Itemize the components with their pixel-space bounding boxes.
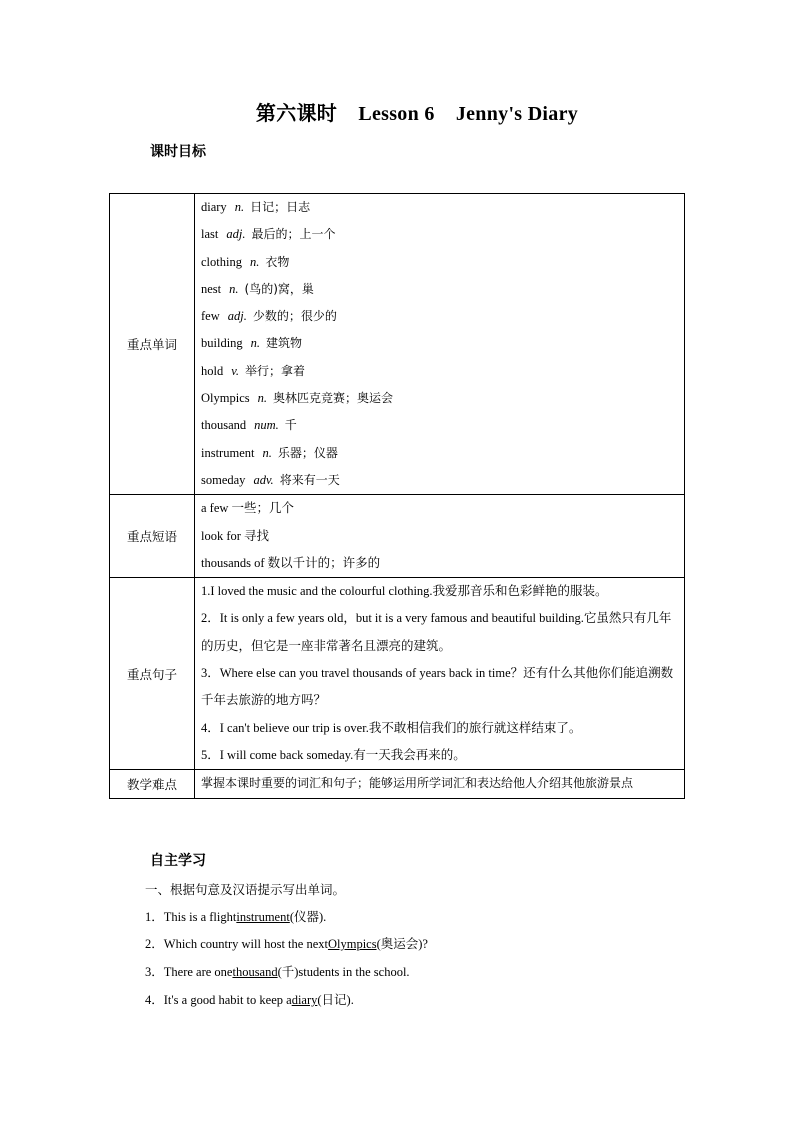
exercise-text: Which country will host the next <box>163 937 328 951</box>
vocab-item <box>201 303 678 330</box>
vocab-meaning: 举行；拿着 <box>244 363 305 378</box>
vocab-item <box>201 194 678 221</box>
exercise-number: 2． <box>145 937 164 951</box>
sentence-item: 4．I can't believe our trip is over.我不敢相信我们的旅行就这样结束了。 <box>201 720 582 735</box>
exercise-answer: Olympics <box>327 937 377 951</box>
vocab-word: last <box>201 227 219 242</box>
difficulty-row <box>110 770 685 798</box>
objectives-table <box>109 193 685 799</box>
vocab-meaning: 千 <box>284 418 297 433</box>
vocab-item <box>201 385 678 412</box>
vocab-meaning: 奥林匹克竞赛；奥运会 <box>272 391 393 406</box>
vocab-word: hold <box>201 363 224 378</box>
vocab-item <box>201 412 678 439</box>
vocab-item <box>201 249 678 276</box>
vocab-item <box>201 221 678 248</box>
exercise-item <box>145 934 428 952</box>
exercise-hint: (奥运会)? <box>376 937 428 951</box>
exercise-item <box>145 962 410 980</box>
difficulty-label: 教学难点 <box>110 770 195 798</box>
sentences-row <box>110 578 685 770</box>
vocab-item <box>201 276 678 303</box>
sentences-list <box>195 578 685 770</box>
exercise-hint: (日记). <box>317 993 354 1007</box>
vocab-meaning: 日记；日志 <box>250 200 311 214</box>
sentence-item: 1.I loved the music and the colourful clothing.我爱那音乐和色彩鲜艳的服装。 <box>201 584 608 599</box>
page-title <box>0 97 794 126</box>
exercise-text: It's a good habit to keep a <box>163 993 292 1007</box>
sentences-label: 重点句子 <box>110 578 195 770</box>
exercise-number: 4． <box>145 993 164 1007</box>
phrase-item: a few 一些；几个 <box>201 501 295 516</box>
vocab-item <box>201 440 678 467</box>
phrases-row <box>110 495 685 578</box>
vocab-meaning: 少数的；很少的 <box>252 309 337 324</box>
title-name: Jenny's Diary <box>455 103 579 125</box>
phrase-item: look for 寻找 <box>201 528 270 543</box>
vocab-word: someday <box>201 472 246 487</box>
vocab-pos: n. <box>262 445 272 460</box>
vocab-meaning: 乐器；仪器 <box>277 445 338 460</box>
exercise-answer: thousand <box>232 965 278 979</box>
exercise-item <box>145 907 326 925</box>
vocab-item <box>201 467 678 494</box>
vocab-word: instrument <box>201 445 255 460</box>
exercise-number: 1． <box>145 910 164 924</box>
vocab-word: diary <box>201 200 227 214</box>
vocab-pos: adj. <box>226 227 246 242</box>
vocab-list <box>195 194 685 495</box>
exercise-text: There are one <box>163 965 233 979</box>
vocab-meaning: 将来有一天 <box>279 472 340 487</box>
vocab-meaning: 最后的；上一个 <box>251 227 336 242</box>
vocab-pos: n. <box>229 281 239 296</box>
exercise-answer: instrument <box>236 910 290 924</box>
exercise-hint: (千)students in the school. <box>277 965 410 979</box>
self-study-heading: 自主学习 <box>150 853 206 869</box>
vocab-word: Olympics <box>201 391 250 406</box>
exercise-text: This is a flight <box>163 910 237 924</box>
exercise-answer: diary <box>291 993 318 1007</box>
vocab-item <box>201 358 678 385</box>
phrases-list <box>195 495 685 578</box>
vocab-meaning: (鸟的)窝，巢 <box>244 281 314 296</box>
vocab-label: 重点单词 <box>110 194 195 495</box>
vocab-meaning: 建筑物 <box>266 336 303 351</box>
title-cn: 第六课时 <box>255 103 338 125</box>
sentence-item: 2．It is only a few years old，but it is a very famous and beautiful building.它虽然只有几年的历史，但它是一座非常著名且漂亮的建筑。 <box>201 611 672 653</box>
sentence-item: 5．I will come back someday.有一天我会再来的。 <box>201 747 466 762</box>
vocab-word: building <box>201 336 243 351</box>
vocab-pos: v. <box>231 363 239 378</box>
vocab-word: thousand <box>201 418 247 433</box>
vocab-word: nest <box>201 281 222 296</box>
vocab-row <box>110 194 685 495</box>
vocab-item <box>201 330 678 357</box>
objectives-heading: 课时目标 <box>150 144 206 160</box>
title-lesson: Lesson 6 <box>358 103 435 125</box>
vocab-pos: adj. <box>227 309 247 324</box>
vocab-pos: num. <box>254 418 279 433</box>
vocab-pos: adv. <box>253 472 274 487</box>
sentence-item: 3．Where else can you travel thousands of years back in time？还有什么其他你们能追溯数千年去旅游的地方吗？ <box>201 666 674 708</box>
vocab-word: few <box>201 309 220 324</box>
phrases-label: 重点短语 <box>110 495 195 578</box>
vocab-pos: n. <box>257 391 267 406</box>
exercise-instruction: 一、根据句意及汉语提示写出单词。 <box>145 882 346 897</box>
exercise-hint: (仪器). <box>289 910 327 924</box>
phrase-item: thousands of 数以千计的；许多的 <box>201 555 381 570</box>
vocab-pos: n. <box>249 254 260 269</box>
difficulty-text: 掌握本课时重要的词汇和句子；能够运用所学词汇和表达给他人介绍其他旅游景点 <box>201 776 634 791</box>
vocab-word: clothing <box>201 254 242 269</box>
vocab-pos: n. <box>250 336 261 351</box>
exercise-number: 3． <box>145 965 164 979</box>
vocab-meaning: 衣物 <box>265 254 290 269</box>
vocab-pos: n. <box>234 200 245 214</box>
exercise-item <box>145 990 354 1008</box>
